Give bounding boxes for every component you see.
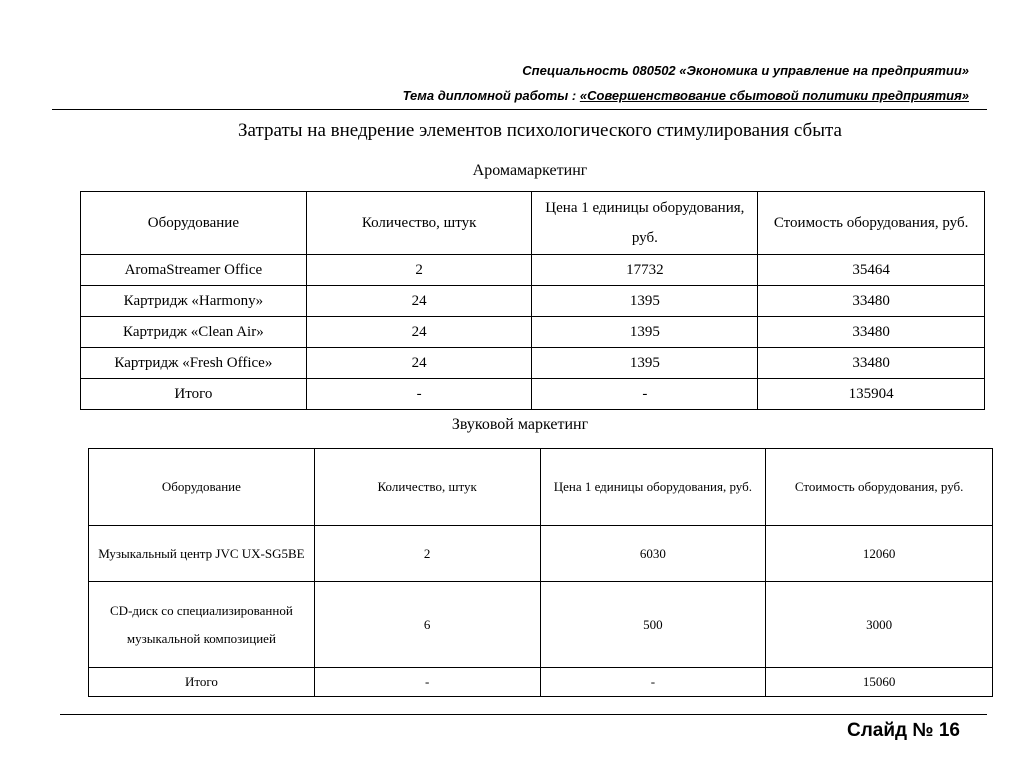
unit-price-cell: 1395: [532, 286, 758, 317]
total-row: [81, 379, 985, 410]
equipment-cell: Картридж «Harmony»: [81, 286, 307, 317]
quantity-cell: 6: [314, 582, 540, 668]
sound-header-equipment: Оборудование: [89, 449, 315, 526]
total-cost-cell: 35464: [758, 255, 985, 286]
slide-title: Затраты на внедрение элементов психологического стимулирования сбыта: [238, 120, 842, 141]
equipment-cell: Картридж «Clean Air»: [81, 317, 307, 348]
total-cost-cell: 33480: [758, 348, 985, 379]
topic-label: Тема дипломной работы :: [402, 88, 580, 103]
quantity-cell: 2: [306, 255, 532, 286]
aroma-header-unit-price: Цена 1 единицы оборудования, руб.: [532, 192, 758, 255]
topic-name: «Совершенствование сбытовой политики предприятия»: [579, 88, 969, 103]
equipment-cell: Музыкальный центр JVC UX-SG5BE: [89, 526, 315, 582]
specialty-line: Специальность 080502 «Экономика и управление на предприятии»: [522, 63, 969, 78]
quantity-cell: 2: [314, 526, 540, 582]
equipment-cell: Картридж «Fresh Office»: [81, 348, 307, 379]
aroma-header-row: [81, 192, 985, 255]
unit-price-cell: 17732: [532, 255, 758, 286]
unit-price-cell: 500: [540, 582, 766, 668]
sound-table: [88, 448, 993, 697]
unit-price-cell: -: [540, 668, 766, 697]
unit-price-cell: 1395: [532, 317, 758, 348]
total-row: [89, 668, 993, 697]
unit-price-cell: -: [532, 379, 758, 410]
aroma-header-quantity: Количество, штук: [306, 192, 532, 255]
aroma-header-equipment: Оборудование: [81, 192, 307, 255]
total-cost-cell: 15060: [766, 668, 993, 697]
aroma-header-total-cost: Стоимость оборудования, руб.: [758, 192, 985, 255]
total-cost-cell: 33480: [758, 317, 985, 348]
equipment-cell: CD-диск со специализированной музыкальной композицией: [89, 582, 315, 668]
table-row: [81, 348, 985, 379]
total-cost-cell: 12060: [766, 526, 993, 582]
total-cost-cell: 135904: [758, 379, 985, 410]
total-label-cell: Итого: [89, 668, 315, 697]
table-row: [89, 526, 993, 582]
quantity-cell: 24: [306, 286, 532, 317]
sound-header-row: [89, 449, 993, 526]
table-row: [89, 582, 993, 668]
table-row: [81, 255, 985, 286]
footer-divider: [60, 714, 987, 715]
total-cost-cell: 3000: [766, 582, 993, 668]
table-row: [81, 317, 985, 348]
total-label-cell: Итого: [81, 379, 307, 410]
table-row: [81, 286, 985, 317]
sound-header-unit-price: Цена 1 единицы оборудования, руб.: [540, 449, 766, 526]
unit-price-cell: 1395: [532, 348, 758, 379]
slide-number: Слайд № 16: [847, 720, 960, 741]
aroma-caption: Аромамаркетинг: [472, 162, 588, 179]
topic-line: [403, 88, 969, 103]
unit-price-cell: 6030: [540, 526, 766, 582]
quantity-cell: 24: [306, 348, 532, 379]
quantity-cell: -: [314, 668, 540, 697]
header-divider: [52, 109, 987, 110]
total-cost-cell: 33480: [758, 286, 985, 317]
sound-header-total-cost: Стоимость оборудования, руб.: [766, 449, 993, 526]
equipment-cell: AromaStreamer Office: [81, 255, 307, 286]
aroma-table: [80, 191, 985, 410]
quantity-cell: 24: [306, 317, 532, 348]
sound-header-quantity: Количество, штук: [314, 449, 540, 526]
quantity-cell: -: [306, 379, 532, 410]
sound-caption: Звуковой маркетинг: [451, 416, 589, 433]
